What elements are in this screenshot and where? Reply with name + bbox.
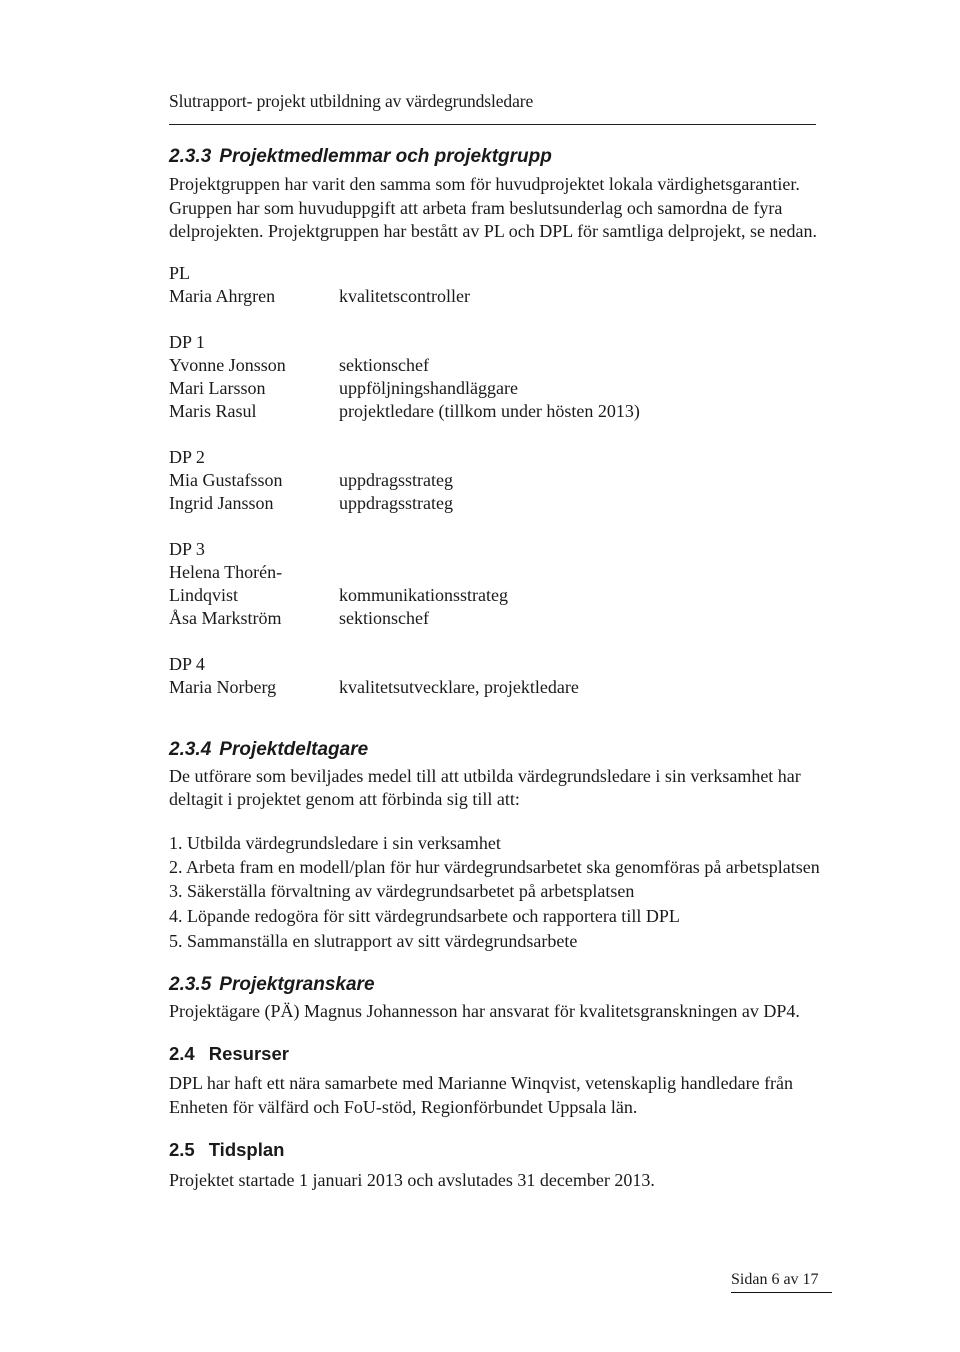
group-dp2 [169,446,849,515]
heading-2-3-3 [169,144,849,170]
group-dp4 [169,653,849,699]
paragraph-project-group: Projektgruppen har varit den samma som för huvudprojektet lokala värdighetsgarantier. Gruppen har som huvuduppgift att arbeta fram beslutsunderlag och samordna de fyra delprojekten. Projektgruppen har bestått av PL och DPL för samtliga delprojekt, se nedan. [169,174,817,241]
running-header: Slutrapport- projekt utbildning av värdegrundsledare [169,91,534,111]
group-label: DP 2 [169,446,205,467]
heading-title: Projektdeltagare [219,738,369,760]
member-row [169,285,849,308]
heading-title: Resurser [208,1043,289,1064]
heading-number: 2.3.3 [169,146,212,167]
member-role: projektledare (tillkom under hösten 2013) [339,400,640,421]
paragraph-reviewer: Projektägare (PÄ) Magnus Johannesson har ansvarat för kvalitetsgranskningen av DP4. [169,1000,800,1021]
member-role: sektionschef [339,354,429,375]
heading-number: 2.3.4 [169,738,212,760]
member-role: uppdragsstrateg [339,492,453,513]
paragraph-participants: De utförare som beviljades medel till att utbilda värdegrundsledare i sin verksamhet har deltagit i projektet genom att förbinda sig till att: [169,765,801,809]
member-list [169,262,849,699]
heading-title: Projektmedlemmar och projektgrupp [219,146,552,167]
member-name: Helena Thorén-Lindqvist [169,561,283,605]
member-role: kvalitetscontroller [339,285,470,306]
heading-number: 2.4 [169,1043,195,1064]
member-name: Maria Norberg [169,676,277,697]
member-role: uppföljningshandläggare [339,377,518,398]
page-number: Sidan 6 av 17 [731,1271,832,1293]
list-item: 4. Löpande redogöra för sitt värdegrundsarbete och rapportera till DPL [169,905,680,926]
member-role: sektionschef [339,607,429,628]
heading-2-5 [169,1137,849,1163]
group-label: DP 4 [169,653,205,674]
member-name: Ingrid Jansson [169,492,274,513]
member-name: Åsa Markström [169,607,282,628]
group-pl [169,262,849,308]
paragraph-resources: DPL har haft ett nära samarbete med Marianne Winqvist, vetenskaplig handledare från Enheten för välfärd och FoU-stöd, Regionförbundet Uppsala län. [169,1073,794,1117]
member-role: uppdragsstrateg [339,469,453,490]
commitment-list [169,831,849,954]
member-name: Mari Larsson [169,377,266,398]
member-row [169,492,849,515]
heading-2-4 [169,1041,849,1067]
member-row [169,377,849,400]
page-content [169,144,849,1193]
list-item: 5. Sammanställa en slutrapport av sitt värdegrundsarbete [169,930,578,951]
member-row [169,607,849,630]
list-item: 1. Utbilda värdegrundsledare i sin verksamhet [169,832,501,853]
heading-title: Tidsplan [208,1139,285,1160]
member-role: kvalitetsutvecklare, projektledare [339,676,579,697]
list-item: 2. Arbeta fram en modell/plan för hur värdegrundsarbetet ska genomföras på arbetsplatsen [169,856,820,877]
heading-2-3-5 [169,972,849,998]
heading-2-3-4 [169,737,849,763]
member-row [169,676,849,699]
member-row [169,469,849,492]
group-label: PL [169,262,191,283]
paragraph-timeline: Projektet startade 1 januari 2013 och avslutades 31 december 2013. [169,1170,655,1190]
group-dp3 [169,538,849,630]
member-row [169,400,849,423]
group-dp1 [169,331,849,423]
list-item: 3. Säkerställa förvaltning av värdegrundsarbetet på arbetsplatsen [169,880,635,901]
member-row [169,354,849,377]
heading-number: 2.3.5 [169,973,212,995]
header-divider [169,124,816,125]
group-label: DP 3 [169,538,205,559]
member-row [169,561,849,607]
member-name: Maris Rasul [169,400,257,421]
group-label: DP 1 [169,331,205,352]
heading-title: Projektgranskare [219,973,375,995]
member-name: Maria Ahrgren [169,285,276,306]
member-name: Mia Gustafsson [169,469,283,490]
member-name: Yvonne Jonsson [169,354,286,375]
member-role: kommunikationsstrateg [339,584,508,605]
heading-number: 2.5 [169,1139,195,1160]
